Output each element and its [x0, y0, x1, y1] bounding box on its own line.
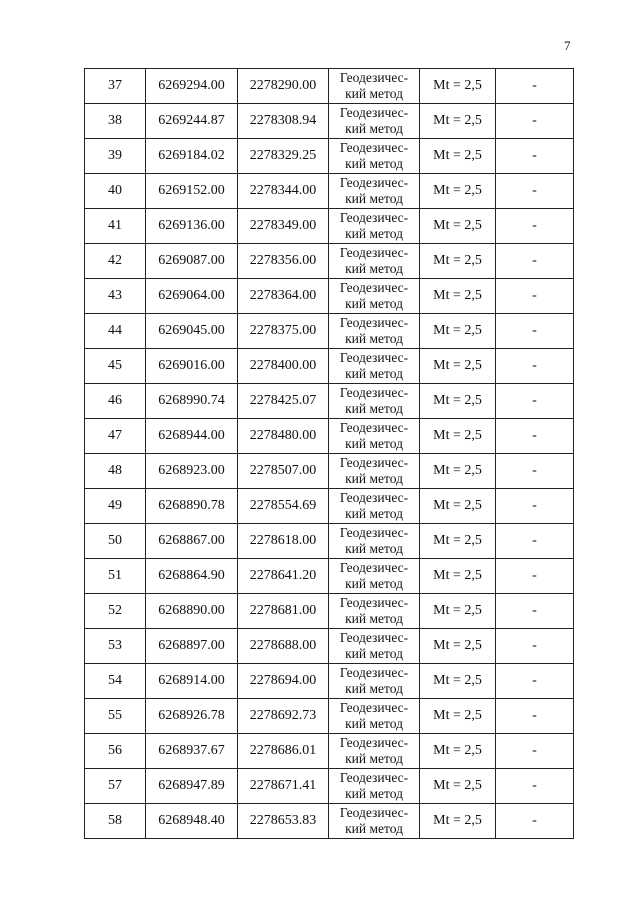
- method-line-1: Геодезичес-: [339, 210, 409, 225]
- method-line-1: Геодезичес-: [339, 770, 409, 785]
- x-coordinate-cell: 6269184.02: [146, 139, 238, 174]
- x-coordinate-cell: 6269294.00: [146, 69, 238, 104]
- table-row: [85, 804, 574, 839]
- table-row: [85, 279, 574, 314]
- y-coordinate-cell: 2278290.00: [238, 69, 329, 104]
- method-line-2: кий метод: [345, 506, 403, 521]
- y-coordinate-cell: 2278653.83: [238, 804, 329, 839]
- accuracy-cell: Mt = 2,5: [420, 419, 496, 454]
- x-coordinate-cell: 6268890.00: [146, 594, 238, 629]
- method-cell: [329, 769, 420, 804]
- table-row: [85, 314, 574, 349]
- table-row: [85, 734, 574, 769]
- point-number-cell: 44: [85, 314, 146, 349]
- method-line-2: кий метод: [345, 716, 403, 731]
- accuracy-cell: Mt = 2,5: [420, 699, 496, 734]
- accuracy-cell: Mt = 2,5: [420, 104, 496, 139]
- point-number-cell: 37: [85, 69, 146, 104]
- method-line-2: кий метод: [345, 331, 403, 346]
- point-number-cell: 56: [85, 734, 146, 769]
- method-cell: [329, 174, 420, 209]
- y-coordinate-cell: 2278425.07: [238, 384, 329, 419]
- note-cell: -: [496, 559, 574, 594]
- note-cell: -: [496, 734, 574, 769]
- accuracy-cell: Mt = 2,5: [420, 139, 496, 174]
- accuracy-cell: Mt = 2,5: [420, 769, 496, 804]
- note-cell: -: [496, 664, 574, 699]
- accuracy-cell: Mt = 2,5: [420, 664, 496, 699]
- note-cell: -: [496, 349, 574, 384]
- method-line-1: Геодезичес-: [339, 700, 409, 715]
- table-row: [85, 559, 574, 594]
- x-coordinate-cell: 6268937.67: [146, 734, 238, 769]
- y-coordinate-cell: 2278686.01: [238, 734, 329, 769]
- method-line-2: кий метод: [345, 226, 403, 241]
- note-cell: -: [496, 139, 574, 174]
- method-cell: [329, 454, 420, 489]
- x-coordinate-cell: 6269064.00: [146, 279, 238, 314]
- x-coordinate-cell: 6268914.00: [146, 664, 238, 699]
- note-cell: -: [496, 594, 574, 629]
- point-number-cell: 51: [85, 559, 146, 594]
- table-row: [85, 104, 574, 139]
- method-cell: [329, 349, 420, 384]
- y-coordinate-cell: 2278308.94: [238, 104, 329, 139]
- note-cell: -: [496, 69, 574, 104]
- method-cell: [329, 524, 420, 559]
- accuracy-cell: Mt = 2,5: [420, 209, 496, 244]
- y-coordinate-cell: 2278688.00: [238, 629, 329, 664]
- method-line-2: кий метод: [345, 471, 403, 486]
- method-cell: [329, 559, 420, 594]
- method-line-1: Геодезичес-: [339, 805, 409, 820]
- method-line-2: кий метод: [345, 121, 403, 136]
- method-cell: [329, 104, 420, 139]
- method-cell: [329, 314, 420, 349]
- point-number-cell: 38: [85, 104, 146, 139]
- note-cell: -: [496, 314, 574, 349]
- point-number-cell: 46: [85, 384, 146, 419]
- method-line-2: кий метод: [345, 156, 403, 171]
- y-coordinate-cell: 2278507.00: [238, 454, 329, 489]
- x-coordinate-cell: 6269244.87: [146, 104, 238, 139]
- y-coordinate-cell: 2278344.00: [238, 174, 329, 209]
- x-coordinate-cell: 6268990.74: [146, 384, 238, 419]
- method-cell: [329, 209, 420, 244]
- x-coordinate-cell: 6269016.00: [146, 349, 238, 384]
- method-line-2: кий метод: [345, 576, 403, 591]
- accuracy-cell: Mt = 2,5: [420, 384, 496, 419]
- method-line-2: кий метод: [345, 436, 403, 451]
- point-number-cell: 57: [85, 769, 146, 804]
- table-row: [85, 244, 574, 279]
- point-number-cell: 41: [85, 209, 146, 244]
- table-row: [85, 769, 574, 804]
- method-line-2: кий метод: [345, 821, 403, 836]
- point-number-cell: 53: [85, 629, 146, 664]
- accuracy-cell: Mt = 2,5: [420, 559, 496, 594]
- point-number-cell: 47: [85, 419, 146, 454]
- method-cell: [329, 734, 420, 769]
- y-coordinate-cell: 2278554.69: [238, 489, 329, 524]
- method-cell: [329, 594, 420, 629]
- point-number-cell: 45: [85, 349, 146, 384]
- accuracy-cell: Mt = 2,5: [420, 244, 496, 279]
- method-line-1: Геодезичес-: [339, 245, 409, 260]
- method-line-2: кий метод: [345, 681, 403, 696]
- x-coordinate-cell: 6269045.00: [146, 314, 238, 349]
- note-cell: -: [496, 209, 574, 244]
- method-line-1: Геодезичес-: [339, 420, 409, 435]
- method-cell: [329, 279, 420, 314]
- table-row: [85, 384, 574, 419]
- accuracy-cell: Mt = 2,5: [420, 594, 496, 629]
- method-line-2: кий метод: [345, 86, 403, 101]
- y-coordinate-cell: 2278329.25: [238, 139, 329, 174]
- y-coordinate-cell: 2278480.00: [238, 419, 329, 454]
- table-row: [85, 664, 574, 699]
- method-cell: [329, 699, 420, 734]
- method-line-2: кий метод: [345, 261, 403, 276]
- point-number-cell: 43: [85, 279, 146, 314]
- method-line-1: Геодезичес-: [339, 70, 409, 85]
- note-cell: -: [496, 489, 574, 524]
- y-coordinate-cell: 2278356.00: [238, 244, 329, 279]
- x-coordinate-cell: 6269152.00: [146, 174, 238, 209]
- note-cell: -: [496, 244, 574, 279]
- method-cell: [329, 244, 420, 279]
- table-row: [85, 699, 574, 734]
- y-coordinate-cell: 2278375.00: [238, 314, 329, 349]
- x-coordinate-cell: 6268948.40: [146, 804, 238, 839]
- note-cell: -: [496, 174, 574, 209]
- note-cell: -: [496, 104, 574, 139]
- y-coordinate-cell: 2278681.00: [238, 594, 329, 629]
- accuracy-cell: Mt = 2,5: [420, 629, 496, 664]
- method-line-1: Геодезичес-: [339, 350, 409, 365]
- accuracy-cell: Mt = 2,5: [420, 174, 496, 209]
- table-row: [85, 594, 574, 629]
- point-number-cell: 54: [85, 664, 146, 699]
- method-line-1: Геодезичес-: [339, 105, 409, 120]
- accuracy-cell: Mt = 2,5: [420, 69, 496, 104]
- table-row: [85, 209, 574, 244]
- x-coordinate-cell: 6268864.90: [146, 559, 238, 594]
- method-line-2: кий метод: [345, 611, 403, 626]
- x-coordinate-cell: 6268897.00: [146, 629, 238, 664]
- y-coordinate-cell: 2278349.00: [238, 209, 329, 244]
- y-coordinate-cell: 2278641.20: [238, 559, 329, 594]
- accuracy-cell: Mt = 2,5: [420, 314, 496, 349]
- x-coordinate-cell: 6269136.00: [146, 209, 238, 244]
- y-coordinate-cell: 2278692.73: [238, 699, 329, 734]
- method-line-1: Геодезичес-: [339, 175, 409, 190]
- method-line-1: Геодезичес-: [339, 490, 409, 505]
- note-cell: -: [496, 804, 574, 839]
- x-coordinate-cell: 6268867.00: [146, 524, 238, 559]
- table-row: [85, 69, 574, 104]
- point-number-cell: 50: [85, 524, 146, 559]
- method-cell: [329, 384, 420, 419]
- method-line-1: Геодезичес-: [339, 595, 409, 610]
- point-number-cell: 49: [85, 489, 146, 524]
- method-cell: [329, 419, 420, 454]
- accuracy-cell: Mt = 2,5: [420, 279, 496, 314]
- point-number-cell: 40: [85, 174, 146, 209]
- y-coordinate-cell: 2278694.00: [238, 664, 329, 699]
- page-number: 7: [564, 38, 571, 53]
- method-line-2: кий метод: [345, 191, 403, 206]
- x-coordinate-cell: 6268947.89: [146, 769, 238, 804]
- accuracy-cell: Mt = 2,5: [420, 489, 496, 524]
- method-line-2: кий метод: [345, 366, 403, 381]
- method-line-1: Геодезичес-: [339, 455, 409, 470]
- point-number-cell: 48: [85, 454, 146, 489]
- method-line-1: Геодезичес-: [339, 140, 409, 155]
- note-cell: -: [496, 699, 574, 734]
- point-number-cell: 52: [85, 594, 146, 629]
- point-number-cell: 55: [85, 699, 146, 734]
- note-cell: -: [496, 279, 574, 314]
- method-line-1: Геодезичес-: [339, 735, 409, 750]
- method-line-2: кий метод: [345, 751, 403, 766]
- x-coordinate-cell: 6269087.00: [146, 244, 238, 279]
- note-cell: -: [496, 629, 574, 664]
- x-coordinate-cell: 6268890.78: [146, 489, 238, 524]
- method-line-2: кий метод: [345, 401, 403, 416]
- table-row: [85, 419, 574, 454]
- point-number-cell: 58: [85, 804, 146, 839]
- accuracy-cell: Mt = 2,5: [420, 349, 496, 384]
- method-cell: [329, 804, 420, 839]
- note-cell: -: [496, 454, 574, 489]
- method-cell: [329, 69, 420, 104]
- table-row: [85, 454, 574, 489]
- method-cell: [329, 664, 420, 699]
- method-line-1: Геодезичес-: [339, 525, 409, 540]
- method-line-1: Геодезичес-: [339, 385, 409, 400]
- accuracy-cell: Mt = 2,5: [420, 734, 496, 769]
- point-number-cell: 39: [85, 139, 146, 174]
- table-row: [85, 349, 574, 384]
- y-coordinate-cell: 2278364.00: [238, 279, 329, 314]
- coordinates-table-body: [85, 69, 574, 839]
- accuracy-cell: Mt = 2,5: [420, 524, 496, 559]
- method-line-1: Геодезичес-: [339, 630, 409, 645]
- accuracy-cell: Mt = 2,5: [420, 804, 496, 839]
- method-line-2: кий метод: [345, 646, 403, 661]
- method-cell: [329, 139, 420, 174]
- method-cell: [329, 489, 420, 524]
- x-coordinate-cell: 6268944.00: [146, 419, 238, 454]
- method-line-2: кий метод: [345, 541, 403, 556]
- table-row: [85, 174, 574, 209]
- accuracy-cell: Mt = 2,5: [420, 454, 496, 489]
- coordinates-table: [84, 68, 574, 839]
- table-row: [85, 629, 574, 664]
- table-row: [85, 489, 574, 524]
- table-row: [85, 139, 574, 174]
- note-cell: -: [496, 769, 574, 804]
- point-number-cell: 42: [85, 244, 146, 279]
- method-line-2: кий метод: [345, 786, 403, 801]
- note-cell: -: [496, 384, 574, 419]
- note-cell: -: [496, 419, 574, 454]
- x-coordinate-cell: 6268926.78: [146, 699, 238, 734]
- method-line-1: Геодезичес-: [339, 560, 409, 575]
- table-row: [85, 524, 574, 559]
- y-coordinate-cell: 2278618.00: [238, 524, 329, 559]
- method-line-1: Геодезичес-: [339, 315, 409, 330]
- x-coordinate-cell: 6268923.00: [146, 454, 238, 489]
- method-line-2: кий метод: [345, 296, 403, 311]
- method-cell: [329, 629, 420, 664]
- method-line-1: Геодезичес-: [339, 665, 409, 680]
- y-coordinate-cell: 2278671.41: [238, 769, 329, 804]
- y-coordinate-cell: 2278400.00: [238, 349, 329, 384]
- note-cell: -: [496, 524, 574, 559]
- method-line-1: Геодезичес-: [339, 280, 409, 295]
